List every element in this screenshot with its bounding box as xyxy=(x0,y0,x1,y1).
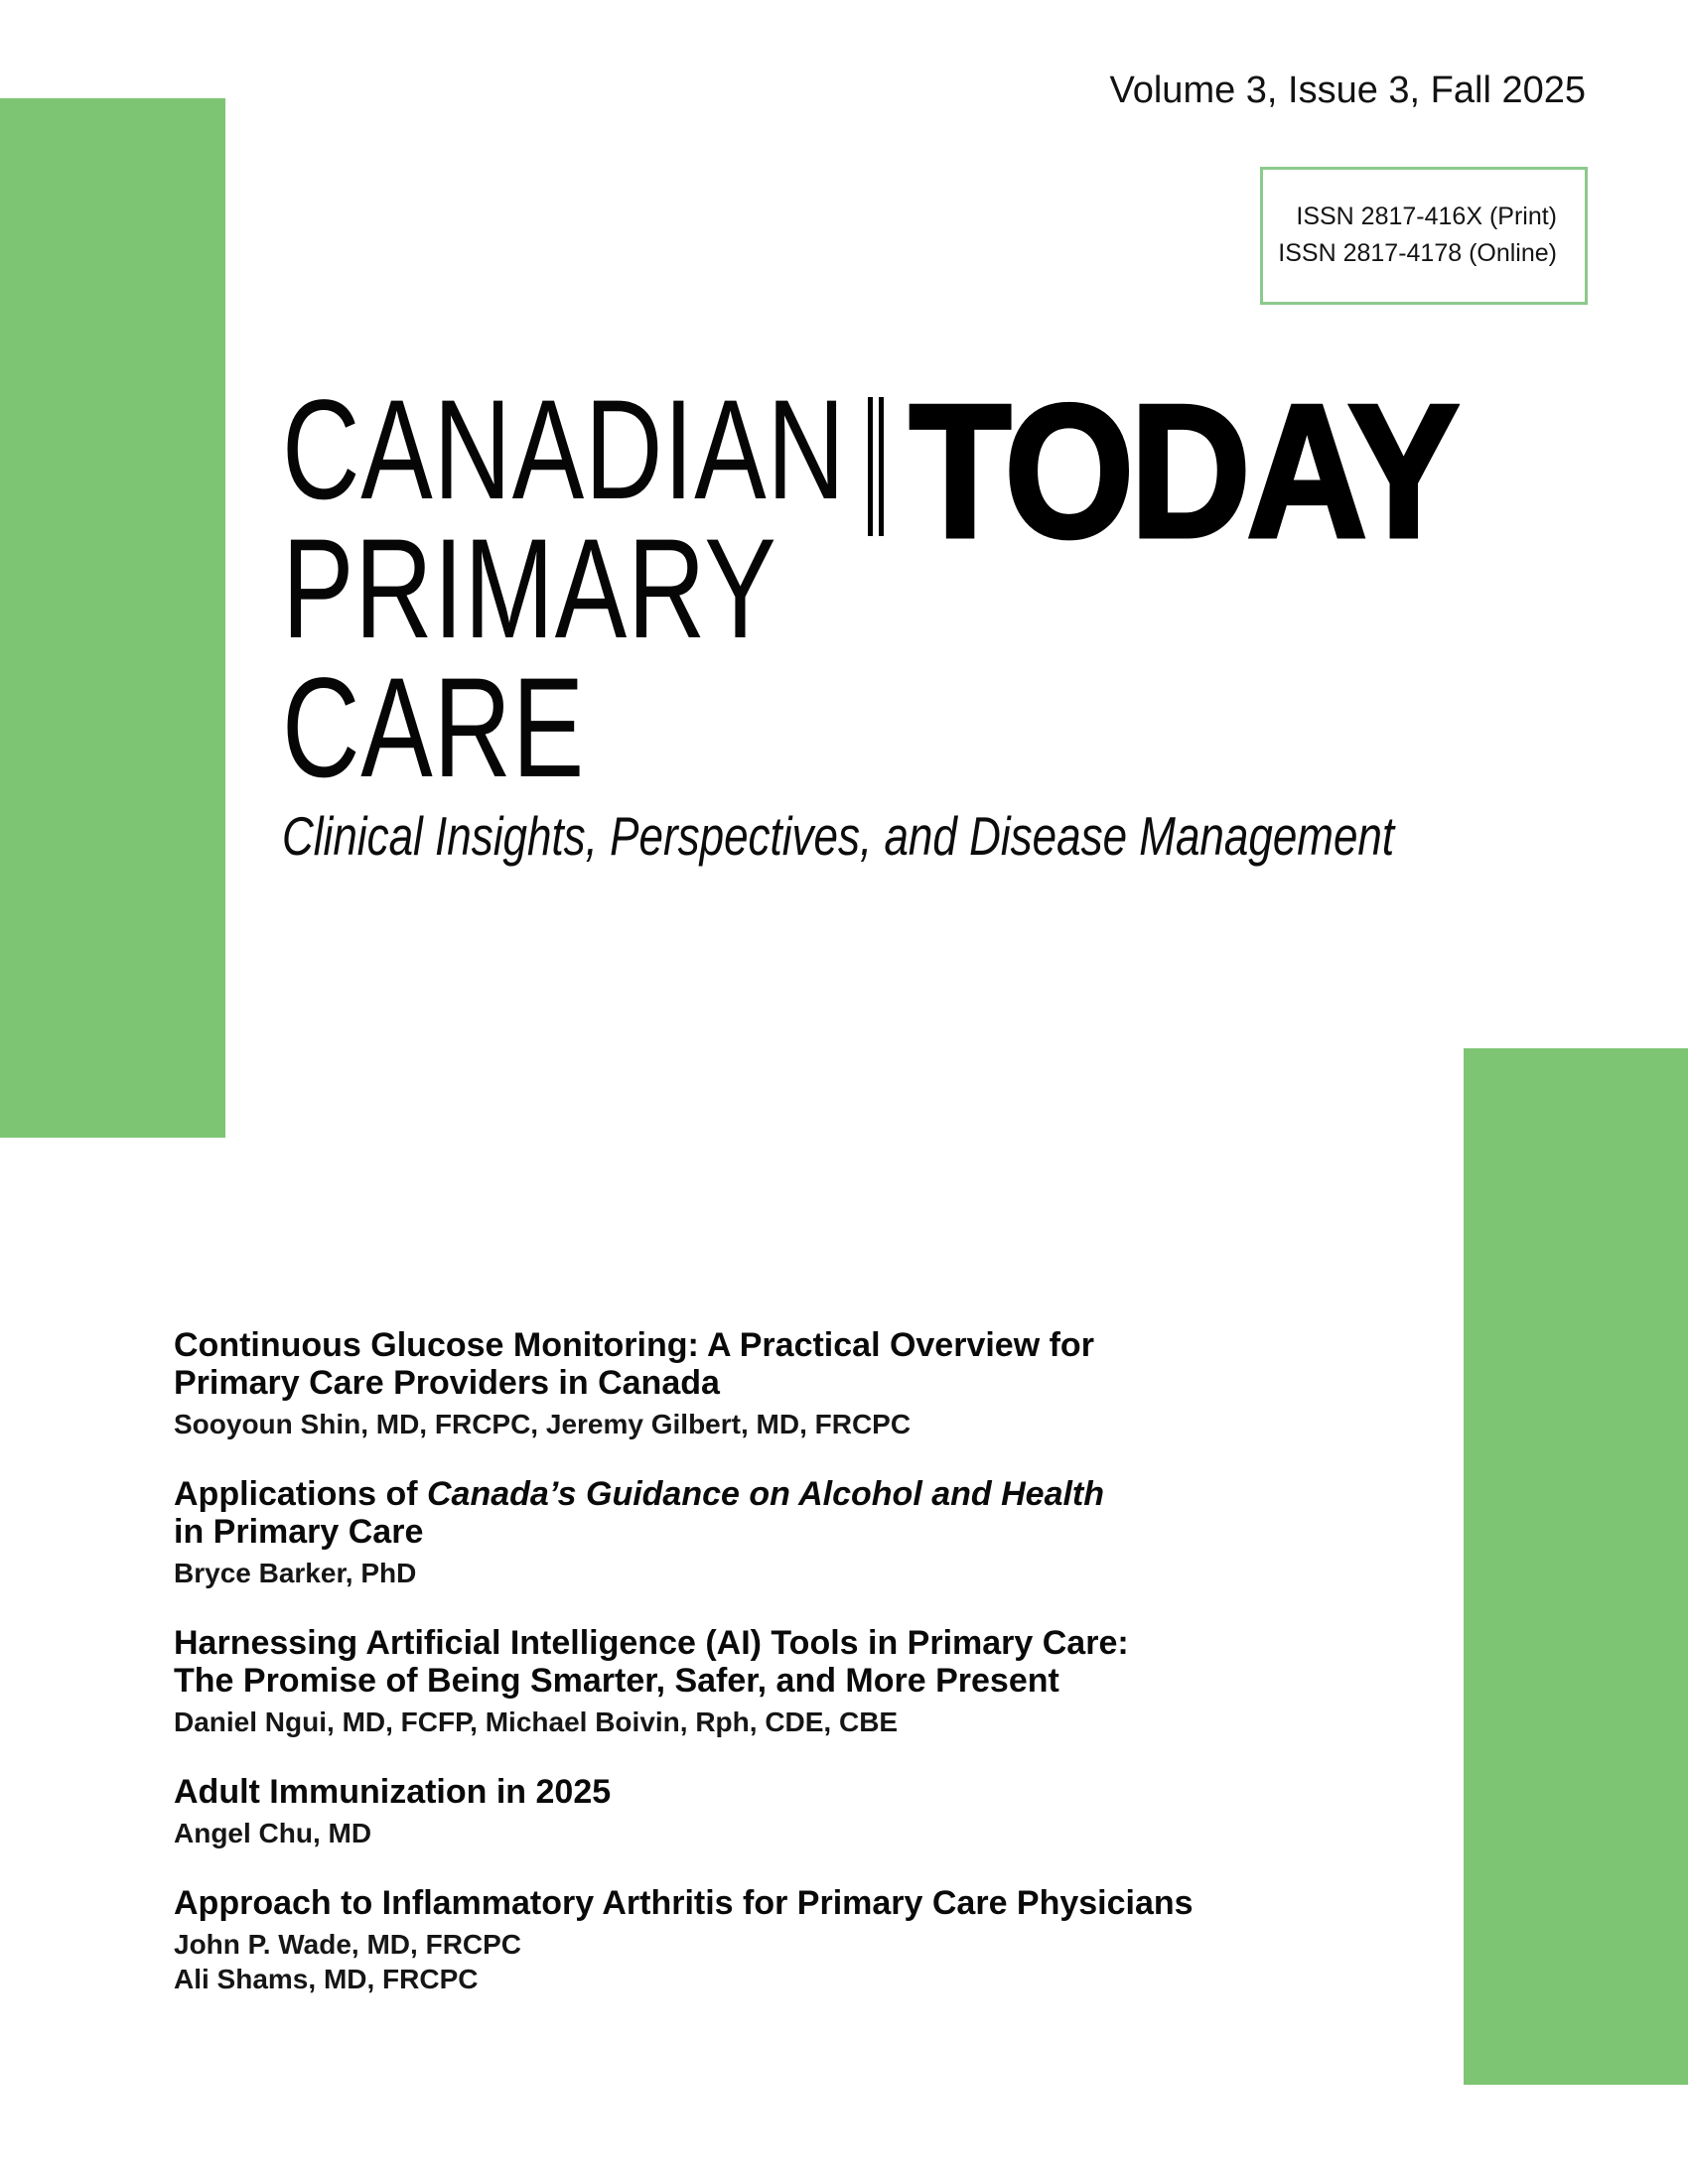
article-author-line: Angel Chu, MD xyxy=(174,1818,372,1848)
article-author-line: Bryce Barker, PhD xyxy=(174,1558,417,1588)
tagline: Clinical Insights, Perspectives, and Disease Management xyxy=(282,805,1395,867)
article-title-line xyxy=(174,1475,1465,1513)
article-title-segment: in Primary Care xyxy=(174,1513,424,1551)
articles-list xyxy=(174,1326,1465,2030)
logo-wordmark-name xyxy=(282,371,846,807)
article-title-segment: The Promise of Being Smarter, Safer, and More Present xyxy=(174,1662,1059,1700)
article-author-line: Ali Shams, MD, FRCPC xyxy=(174,1964,479,1994)
article-title-segment: Approach to Inflammatory Arthritis for Primary Care Physicians xyxy=(174,1884,1194,1922)
article-authors xyxy=(174,1556,1465,1590)
article-title-segment: Adult Immunization in 2025 xyxy=(174,1773,612,1811)
article-item xyxy=(174,1475,1465,1590)
logo-divider-bar xyxy=(868,397,873,536)
volume-issue-line: Volume 3, Issue 3, Fall 2025 xyxy=(1109,69,1586,111)
article-item xyxy=(174,1884,1465,1996)
article-title-line xyxy=(174,1773,1465,1811)
logo-line-care: CARE xyxy=(282,649,585,807)
article-author-line: John P. Wade, MD, FRCPC xyxy=(174,1929,522,1960)
article-item xyxy=(174,1624,1465,1739)
logo-wordmark-today: TODAY xyxy=(910,366,1457,577)
article-title-segment: Continuous Glucose Monitoring: A Practical Overview for xyxy=(174,1326,1094,1364)
article-author-line: Sooyoun Shin, MD, FRCPC, Jeremy Gilbert, MD, FRCPC xyxy=(174,1409,912,1439)
article-title-line xyxy=(174,1364,1465,1402)
logo-line-primary: PRIMARY xyxy=(282,510,777,668)
article-authors xyxy=(174,1816,1465,1850)
issn-box xyxy=(1260,167,1588,305)
article-item xyxy=(174,1773,1465,1850)
article-authors xyxy=(174,1407,1465,1441)
issn-online-line: ISSN 2817-4178 (Online) xyxy=(1278,239,1557,267)
article-title-segment: Applications of xyxy=(174,1475,427,1513)
left-green-accent-panel xyxy=(0,98,225,1138)
article-title-line xyxy=(174,1662,1465,1700)
logo-divider-bar xyxy=(879,397,884,536)
logo-line-canadian: CANADIAN xyxy=(282,371,846,529)
article-title-segment: Primary Care Providers in Canada xyxy=(174,1364,720,1402)
article-title-segment: Harnessing Artificial Intelligence (AI) Tools in Primary Care: xyxy=(174,1624,1129,1662)
article-title-italic-segment: Canada’s Guidance on Alcohol and Health xyxy=(427,1475,1105,1513)
article-title-line xyxy=(174,1326,1465,1364)
article-authors xyxy=(174,1927,1465,1996)
article-author-line: Daniel Ngui, MD, FCFP, Michael Boivin, Rph, CDE, CBE xyxy=(174,1706,899,1737)
logo-divider-lines xyxy=(868,397,884,536)
article-item xyxy=(174,1326,1465,1441)
article-title-line xyxy=(174,1513,1465,1551)
article-title-line xyxy=(174,1624,1465,1662)
article-authors xyxy=(174,1705,1465,1739)
issn-print-line: ISSN 2817-416X (Print) xyxy=(1296,203,1557,230)
right-green-accent-panel xyxy=(1464,1048,1688,2085)
article-title-line xyxy=(174,1884,1465,1922)
